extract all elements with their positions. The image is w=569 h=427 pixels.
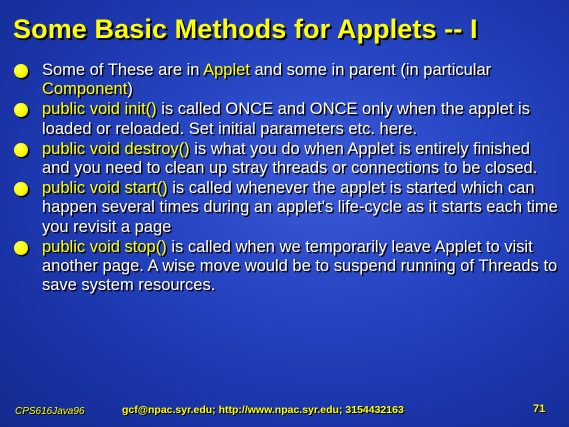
- yellow-dot-bullet-icon: [14, 241, 28, 255]
- bullet-item: [14, 179, 562, 237]
- yellow-dot-bullet-icon: [14, 182, 28, 196]
- bullet-text-part: ): [127, 80, 133, 99]
- bullet-text-part: is what you do when Applet is entirely finished and you need to clean up stray threads or connections to be closed.: [42, 139, 538, 178]
- bullet-text-part: and some in parent (in particular: [249, 61, 492, 79]
- page-number: 71: [533, 403, 546, 415]
- method-init: public void init(): [42, 100, 157, 119]
- bullet-list: [14, 61, 562, 296]
- method-stop: public void stop(): [42, 237, 167, 256]
- method-destroy: public void destroy(): [42, 139, 190, 158]
- class-name-applet: Applet: [203, 61, 250, 79]
- bullet-item: [14, 61, 562, 99]
- bullet-item: [14, 100, 562, 138]
- bullet-text-part: is called ONCE and ONCE only when the applet is loaded or reloaded. Set initial parameters etc. here.: [42, 100, 530, 138]
- yellow-dot-bullet-icon: [14, 103, 28, 117]
- class-name-component: Component: [42, 80, 128, 99]
- method-start: public void start(): [42, 179, 168, 198]
- yellow-dot-bullet-icon: [14, 143, 28, 157]
- bullet-item: [14, 238, 562, 296]
- slide-title: Some Basic Methods for Applets -- I: [13, 14, 478, 44]
- bullet-text-part: Some of These are in: [42, 61, 204, 79]
- footer-contact: gcf@npac.syr.edu; http://www.npac.syr.edu; 3154432163: [122, 404, 404, 416]
- yellow-dot-bullet-icon: [14, 64, 28, 78]
- footer-course: CPS616Java96: [15, 406, 85, 417]
- bullet-text-part: is called whenever the applet is started which can happen several times during an applet's life-cycle as it starts each time you revisit a page: [42, 179, 558, 236]
- bullet-item: [14, 140, 562, 178]
- bullet-text-part: is called when we temporarily leave Applet to visit another page. A wise move would be to suspend running of Threads to save system resources.: [42, 237, 558, 295]
